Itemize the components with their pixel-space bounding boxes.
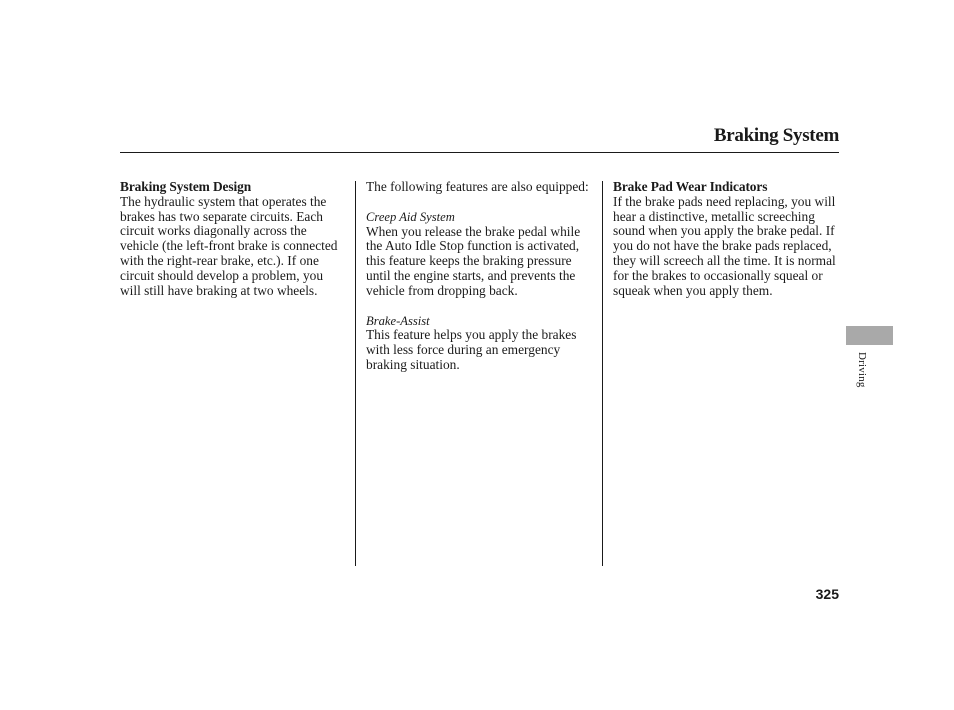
paragraph-brake-assist: This feature helps you apply the brakes with less force during an emergency braking situation. xyxy=(366,327,577,372)
page-title: Braking System xyxy=(713,125,839,146)
section-heading-brake-pad-wear-indicators: Brake Pad Wear Indicators xyxy=(613,179,768,194)
paragraph-braking-system-design: The hydraulic system that operates the brakes has two separate circuits. Each circuit works diagonally across the vehicle (the left-front brake is connected with the right-rear brake, etc.). If one circuit should develop a problem, you will still have braking at two wheels. xyxy=(120,193,338,298)
chapter-tab-label: Driving xyxy=(856,352,868,388)
title-rule xyxy=(120,152,839,153)
subheading-creep-aid-system: Creep Aid System xyxy=(366,209,455,224)
paragraph-brake-pad-wear-indicators: If the brake pads need replacing, you will hear a distinctive, metallic screeching sound when you apply the brake pedal. If you do not have the brake pads replaced, they will screech all the time. It is normal for the brakes to occasionally squeal or squeak when you apply them. xyxy=(613,193,836,298)
column-divider xyxy=(602,181,603,566)
paragraph-features-intro: The following features are also equipped: xyxy=(366,179,589,194)
paragraph-creep-aid-system: When you release the brake pedal while the Auto Idle Stop function is activated, this feature keeps the braking pressure until the engine starts, and prevents the vehicle from dropping back. xyxy=(366,223,581,298)
chapter-tab-marker xyxy=(846,326,893,345)
column-braking-system-design xyxy=(120,180,346,298)
column-brake-pad-wear-indicators xyxy=(613,180,841,298)
section-heading-braking-system-design: Braking System Design xyxy=(120,179,252,194)
column-features xyxy=(366,180,594,373)
subheading-brake-assist: Brake-Assist xyxy=(366,313,430,328)
column-divider xyxy=(355,181,356,566)
page-number: 325 xyxy=(815,586,839,602)
